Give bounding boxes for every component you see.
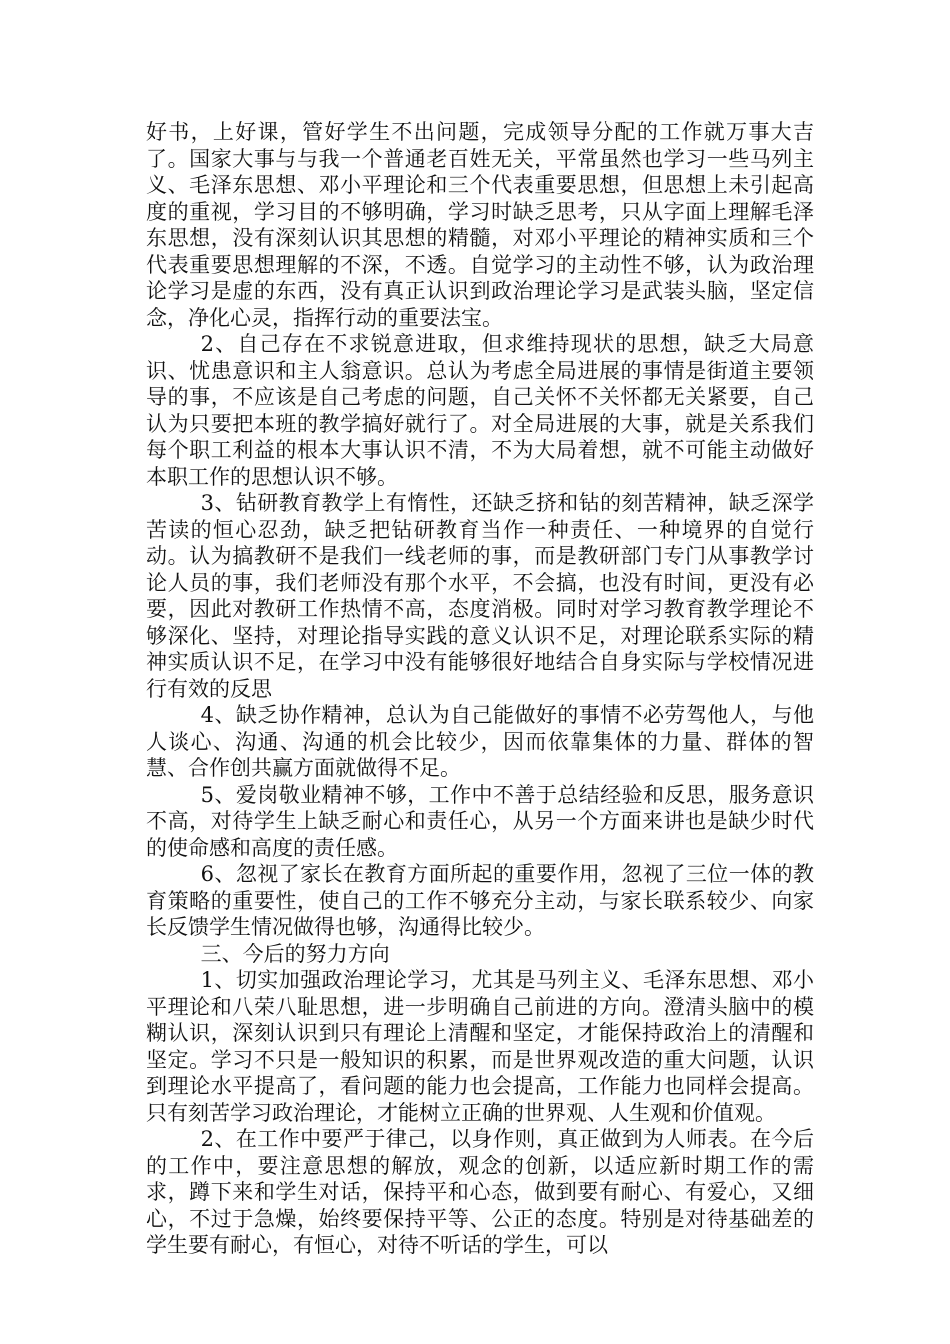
paragraph-7: 1、切实加强政治理论学习，尤其是马列主义、毛泽东思想、邓小平理论和八荣八耻思想，进一步明确自己前进的方向。澄清头脑中的模糊认识，深刻认识到只有理论上清醒和坚定，才能保持政治上的清醒和坚定。学习不只是一般知识的积累，而是世界观改造的重大问题，认识到理论水平提高了，看问题的能力也会提高，工作能力也同样会提高。只有刻苦学习政治理论，才能树立正确的世界观、人生观和价值观。 <box>146 968 814 1125</box>
section-heading: 三、今后的努力方向 <box>200 941 390 966</box>
paragraph-2: 2、自己存在不求锐意进取，但求维持现状的思想，缺乏大局意识、忧患意识和主人翁意识。总认为考虑全局进展的事情是街道主要领导的事，不应该是自己考虑的问题，自己关怀不关怀都无关紧要，自己认为只要把本班的教学搞好就行了。对全局进展的大事，就是关系我们每个职工利益的根本大事认识不清，不为大局着想，就不可能主动做好本职工作的思想认识不够。 <box>146 332 814 489</box>
paragraph-6: 6、忽视了家长在教育方面所起的重要作用，忽视了三位一体的教育策略的重要性，使自己的工作不够充分主动，与家长联系较少、向家长反馈学生情况做得也够，沟通得比较少。 <box>146 862 814 939</box>
paragraph-8: 2、在工作中要严于律己，以身作则，真正做到为人师表。在今后的工作中，要注意思想的解放，观念的创新，以适应新时期工作的需求，蹲下来和学生对话，保持平和心态，做到要有耐心、有爱心，又细心，不过于急燥，始终要保持平等、公正的态度。特别是对待基础差的学生要有耐心，有恒心，对待不听话的学生，可以 <box>146 1127 814 1257</box>
paragraph-5: 5、爱岗敬业精神不够，工作中不善于总结经验和反思，服务意识不高，对待学生上缺乏耐心和责任心，从另一个方面来讲也是缺少时代的使命感和高度的责任感。 <box>146 782 814 860</box>
document-body <box>146 119 814 1259</box>
paragraph-1: 好书，上好课，管好学生不出问题，完成领导分配的工作就万事大吉了。国家大事与与我一个普通老百姓无关，平常虽然也学习一些马列主义、毛泽东思想、邓小平理论和三个代表重要思想，但思想上未引起高度的重视，学习目的不够明确，学习时缺乏思考，只从字面上理解毛泽东思想，没有深刻认识其思想的精髓，对邓小平理论的精神实质和三个代表重要思想理解的不深，不透。自觉学习的主动性不够，认为政治理论学习是虚的东西，没有真正认识到政治理论学习是武装头脑，坚定信念，净化心灵，指挥行动的重要法宝。 <box>146 120 814 330</box>
paragraph-3: 3、钻研教育教学上有惰性，还缺乏挤和钻的刻苦精神，缺乏深学苦读的恒心忍劲，缺乏把钻研教育当作一种责任、一种境界的自觉行动。认为搞教研不是我们一线老师的事，而是教研部门专门从事教学讨论人员的事，我们老师没有那个水平，不会搞，也没有时间，更没有必要，因此对教研工作热情不高，态度消极。同时对学习教育教学理论不够深化、坚持，对理论指导实践的意义认识不足，对理论联系实际的精神实质认识不足，在学习中没有能够很好地结合自身实际与学校情况进行有效的反思 <box>146 491 814 701</box>
paragraph-4: 4、缺乏协作精神，总认为自己能做好的事情不必劳驾他人，与他人谈心、沟通、沟通的机会比较少，因而依靠集体的力量、群体的智慧、合作创共赢方面就做得不足。 <box>146 703 814 780</box>
